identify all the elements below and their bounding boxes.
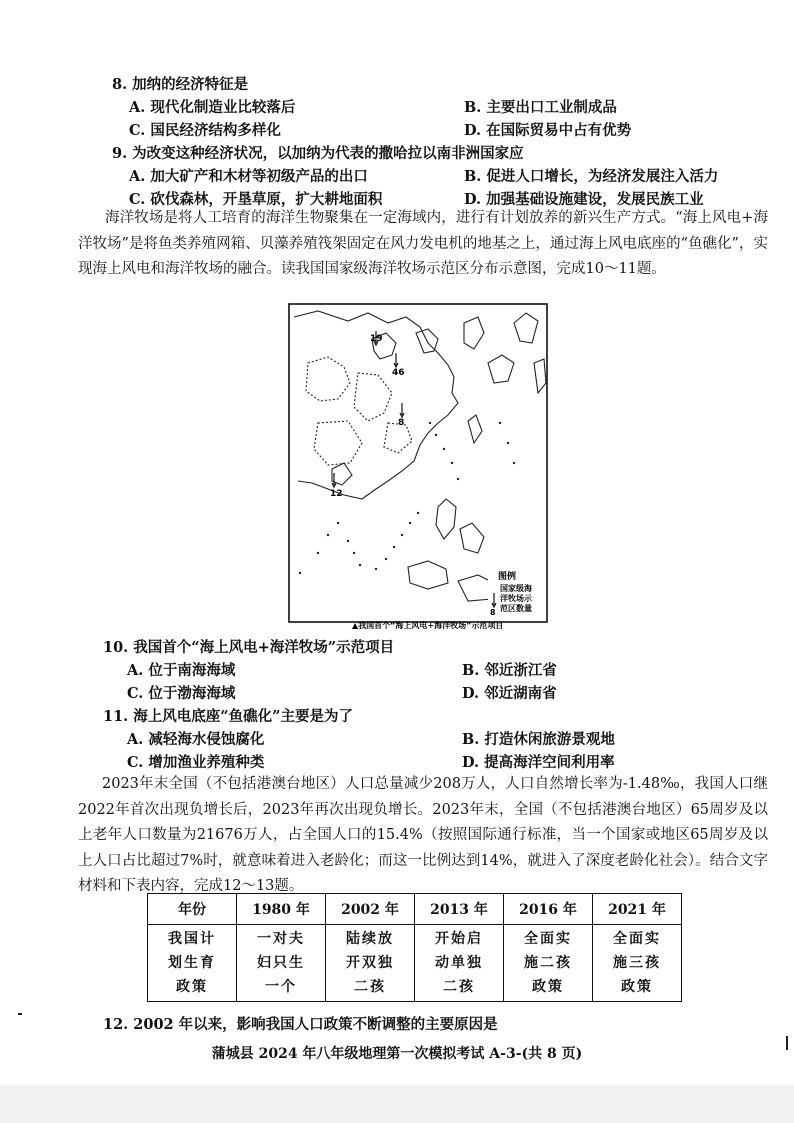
q10-option-a: A. 位于南海海域 xyxy=(127,662,236,679)
cell-text: 全面实施三孩政策 xyxy=(613,931,661,995)
table-cell xyxy=(504,925,593,1002)
q8-option-a: A. 现代化制造业比较落后 xyxy=(129,99,296,116)
q11-option-c: C. 增加渔业养殖种类 xyxy=(127,754,265,771)
legend-text: 范区数量 xyxy=(500,604,532,613)
q12-stem: 12. 2002 年以来，影响我国人口政策不断调整的主要原因是 xyxy=(103,1016,498,1033)
legend-title: 图例 xyxy=(498,572,517,582)
q9-option-a: A. 加大矿产和木材等初级产品的出口 xyxy=(129,168,368,185)
cell-text: 开始启动单独二孩 xyxy=(435,931,483,995)
table-row xyxy=(148,925,682,1002)
cell-text: 陆续放开双独二孩 xyxy=(346,931,394,995)
page-footer: 蒲城县 2024 年八年级地理第一次模拟考试 A-3-(共 8 页) xyxy=(211,1046,583,1062)
scan-bottom-band xyxy=(0,1085,794,1123)
legend-number: 8 xyxy=(490,608,496,617)
cell-text: 一对夫妇只生一个 xyxy=(257,931,305,995)
q10-option-b: B. 邻近浙江省 xyxy=(462,662,557,679)
q9-option-d: D. 加强基础设施建设，发展民族工业 xyxy=(464,191,704,208)
q8-option-c: C. 国民经济结构多样化 xyxy=(129,122,281,139)
table-cell xyxy=(593,925,682,1002)
table-row-label xyxy=(148,925,237,1002)
q10-stem: 10. 我国首个“海上风电+海洋牧场”示范项目 xyxy=(103,639,395,656)
q8-option-d: D. 在国际贸易中占有优势 xyxy=(464,122,632,139)
q11-option-b: B. 打造休闲旅游景观地 xyxy=(462,731,615,748)
map-number: 19 xyxy=(370,334,383,344)
legend-text: 国家级海 xyxy=(500,584,532,593)
map-number: 8 xyxy=(398,418,405,428)
table-cell xyxy=(415,925,504,1002)
table-header-cell: 2021 年 xyxy=(593,894,682,925)
ocean-ranch-map xyxy=(288,303,548,629)
q11-option-d: D. 提高海洋空间利用率 xyxy=(462,754,615,771)
scan-mark xyxy=(18,1013,22,1015)
table-header-cell: 2016 年 xyxy=(504,894,593,925)
reading-passage-ocean-ranch: 海洋牧场是将人工培育的海洋生物聚集在一定海域内，进行有计划放养的新兴生产方式。“海上风电+海洋牧场”是将鱼类养殖网箱、贝藻养殖筏架固定在风力发电机的地基之上，通过海上风电底座的“鱼礁化”，实现海上风电和海洋牧场的融合。读我国国家级海洋牧场示范区分布示意图，完成10～11题。 xyxy=(78,210,768,277)
table-header-cell: 2013 年 xyxy=(415,894,504,925)
q10-option-c: C. 位于渤海海域 xyxy=(127,685,236,702)
map-caption: ▲我国首个“海上风电+海洋牧场”示范项目 xyxy=(352,621,504,629)
legend-text: 洋牧场示 xyxy=(500,594,532,603)
q11-stem: 11. 海上风电底座“鱼礁化”主要是为了 xyxy=(103,708,353,725)
policy-table xyxy=(147,893,682,1002)
reading-passage-population: 2023年末全国（不包括港澳台地区）人口总量减少208万人，人口自然增长率为-1.48‰，我国人口继2022年首次出现负增长后，2023年再次出现负增长。2023年末，全国（不包括港澳台地区）65周岁及以上老年人口数量为21676万人，占全国人口的15.4%（按照国际通行标准，当一个国家或地区65周岁及以上人口占比超过7%时，就意味着进入老龄化；而这一比例达到14%，就进入了深度老龄化社会）。结合文字材料和下表内容，完成12～13题。 xyxy=(78,776,768,894)
map-number: 46 xyxy=(392,368,405,378)
q9-option-c: C. 砍伐森林，开垦草原，扩大耕地面积 xyxy=(129,191,383,208)
q9-option-b: B. 促进人口增长，为经济发展注入活力 xyxy=(464,168,719,185)
q11-option-a: A. 减轻海水侵蚀腐化 xyxy=(127,731,265,748)
map-number: 12 xyxy=(330,489,343,499)
table-header-row xyxy=(148,894,682,925)
table-cell xyxy=(326,925,415,1002)
table-header-cell: 1980 年 xyxy=(237,894,326,925)
cell-text: 全面实施二孩政策 xyxy=(524,931,572,995)
row-label-text: 我国计划生育政策 xyxy=(168,931,216,995)
table-header-cell: 年份 xyxy=(148,894,237,925)
q8-option-b: B. 主要出口工业制成品 xyxy=(464,99,617,116)
table-header-cell: 2002 年 xyxy=(326,894,415,925)
q9-stem: 9. 为改变这种经济状况，以加纳为代表的撒哈拉以南非洲国家应 xyxy=(112,145,524,162)
q8-stem: 8. 加纳的经济特征是 xyxy=(112,76,249,93)
q10-option-d: D. 邻近湖南省 xyxy=(462,685,557,702)
table-cell xyxy=(237,925,326,1002)
